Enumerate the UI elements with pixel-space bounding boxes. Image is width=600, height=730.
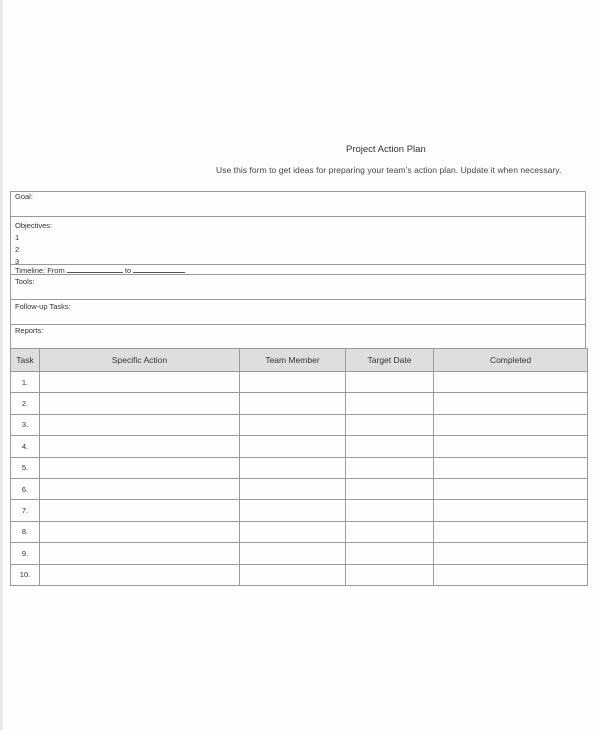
completed-cell[interactable] [434,372,588,393]
team-member-cell[interactable] [240,500,346,521]
task-number: 8. [11,521,40,542]
target-date-cell[interactable] [346,436,434,457]
header-team-member: Team Member [240,349,346,372]
completed-cell[interactable] [434,414,588,435]
target-date-cell[interactable] [346,521,434,542]
task-number: 3. [11,414,40,435]
timeline-field[interactable] [11,265,585,275]
completed-cell[interactable] [434,393,588,414]
specific-action-cell[interactable] [40,372,240,393]
target-date-cell[interactable] [346,543,434,564]
task-number: 2. [11,393,40,414]
task-table-header [11,349,588,372]
table-row [11,414,588,435]
team-member-cell[interactable] [240,393,346,414]
specific-action-cell[interactable] [40,457,240,478]
objective-number: 3 [15,257,20,266]
goal-field[interactable] [11,192,585,217]
timeline-label: Timeline: From [15,266,65,275]
table-row [11,393,588,414]
target-date-cell[interactable] [346,564,434,585]
goal-label: Goal: [15,192,33,201]
task-number: 5. [11,457,40,478]
task-number: 9. [11,543,40,564]
header-target-date: Target Date [346,349,434,372]
objective-number: 1 [15,233,20,242]
followup-tasks-field[interactable] [11,300,585,325]
team-member-cell[interactable] [240,414,346,435]
specific-action-cell[interactable] [40,521,240,542]
task-number: 1. [11,372,40,393]
timeline-to-label: to [124,266,132,275]
document-instructions: Use this form to get ideas for preparing your team’s action plan. Update it when necessary. [216,165,562,175]
reports-field[interactable] [11,325,585,349]
target-date-cell[interactable] [346,457,434,478]
objectives-label: Objectives: [15,221,53,230]
task-number: 6. [11,478,40,499]
document-title: Project Action Plan [346,144,426,155]
timeline-from-blank[interactable] [67,265,123,273]
task-number: 4. [11,436,40,457]
specific-action-cell[interactable] [40,543,240,564]
team-member-cell[interactable] [240,457,346,478]
header-task: Task [11,349,40,372]
completed-cell[interactable] [434,564,588,585]
tools-field[interactable] [11,275,585,300]
team-member-cell[interactable] [240,521,346,542]
completed-cell[interactable] [434,436,588,457]
objective-number: 2 [15,245,20,254]
specific-action-cell[interactable] [40,436,240,457]
table-row [11,500,588,521]
task-number: 7. [11,500,40,521]
table-row [11,564,588,585]
task-number: 10. [11,564,40,585]
target-date-cell[interactable] [346,478,434,499]
target-date-cell[interactable] [346,500,434,521]
completed-cell[interactable] [434,521,588,542]
header-completed: Completed [434,349,588,372]
followup-label: Follow-up Tasks: [15,302,71,311]
team-member-cell[interactable] [240,564,346,585]
table-row [11,372,588,393]
plan-info-section [10,191,586,349]
target-date-cell[interactable] [346,393,434,414]
header-specific-action: Specific Action [40,349,240,372]
completed-cell[interactable] [434,500,588,521]
page-edge [0,0,3,730]
table-row [11,478,588,499]
tools-label: Tools: [15,277,35,286]
reports-label: Reports: [15,326,44,335]
table-row [11,521,588,542]
specific-action-cell[interactable] [40,478,240,499]
team-member-cell[interactable] [240,436,346,457]
specific-action-cell[interactable] [40,500,240,521]
target-date-cell[interactable] [346,372,434,393]
team-member-cell[interactable] [240,543,346,564]
team-member-cell[interactable] [240,372,346,393]
completed-cell[interactable] [434,478,588,499]
specific-action-cell[interactable] [40,564,240,585]
specific-action-cell[interactable] [40,393,240,414]
timeline-to-blank[interactable] [133,265,185,273]
task-table [10,348,588,586]
objectives-field[interactable] [11,217,585,265]
table-row [11,457,588,478]
completed-cell[interactable] [434,457,588,478]
table-row [11,543,588,564]
completed-cell[interactable] [434,543,588,564]
specific-action-cell[interactable] [40,414,240,435]
target-date-cell[interactable] [346,414,434,435]
table-row [11,436,588,457]
team-member-cell[interactable] [240,478,346,499]
